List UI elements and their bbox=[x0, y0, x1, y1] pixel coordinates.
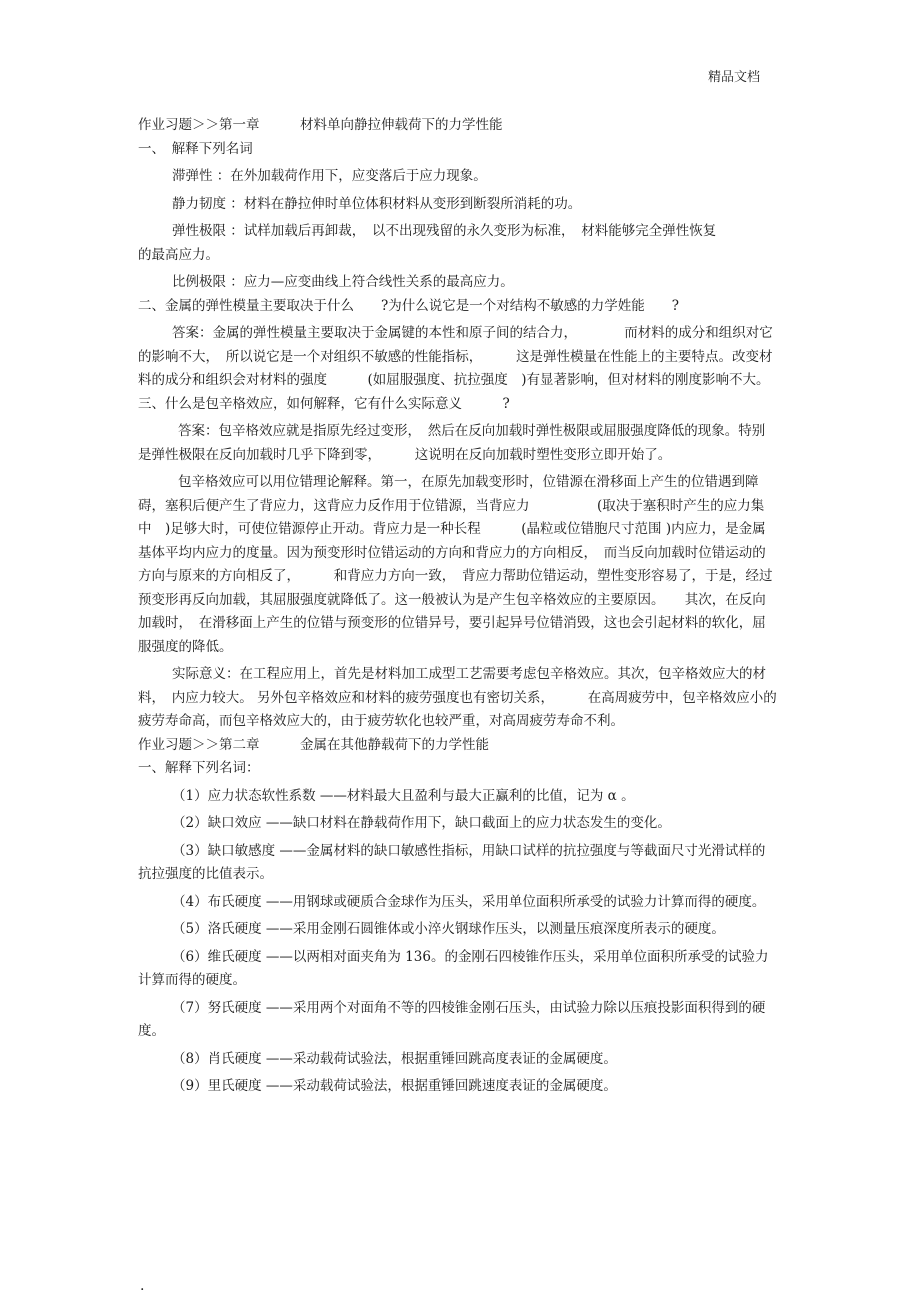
term-item: 滞弹性 ：在外加载荷作用下，应变落后于应力现象。 bbox=[172, 168, 487, 184]
definition-item: （9）里氏硬度 ——采动载荷试验法，根据重锤回跳速度表证的金属硬度。 bbox=[172, 1078, 617, 1094]
definition-item: （4）布氏硬度 ——用钢球或硬质合金球作为压头，采用单位面积所承受的试验力计算而得的硬度。 bbox=[172, 893, 766, 910]
question2-heading: 二、金属的弹性模量主要取决于什么 ?为什么说它是一个对结构不敏感的力学姓能 ? bbox=[138, 297, 679, 314]
question1-heading: 一、 解释下列名词 bbox=[138, 140, 253, 157]
definition-item: （2）缺口效应 ——缺口材料在静载荷作用下，缺口截面上的应力状态发生的变化。 bbox=[172, 815, 671, 831]
footer-mark: . bbox=[140, 1278, 145, 1294]
definition-item: （3）缺口敏感度 ——金属材料的缺口敏感性指标，用缺口试样的抗拉强度与等截面尺寸光滑试样的抗拉强度的比值表示。 bbox=[138, 842, 766, 882]
term-item: 静力韧度 ：材料在静拉伸时单位体积材料从变形到断裂所消耗的功。 bbox=[172, 195, 582, 212]
term-item: 弹性极限 ：试样加载后再卸裁， 以不出现残留的永久变形为标准， 材料能够完全弹性恢复 bbox=[172, 223, 717, 239]
question2-answer: 答案：金属的弹性模量主要取决于金属键的本性和原子间的结合力， 而材料的成分和组织对它的影响不大， 所以说它是一个对组织不敏感的性能指标， 这是弹性模量在性能上的主要特点。改变材料的成分和组织会对材料的强度 (如屈服强度、抗拉强度 )有显著影响，但对材料的刚度影响不大。 bbox=[138, 325, 773, 388]
chapter2-title: 作业习题＞＞第二章 金属在其他静载荷下的力学性能 bbox=[138, 736, 489, 753]
question3-answer-para2: 包辛格效应可以用位错理论解释。第一，在原先加载变形时，位错源在滑移面上产生的位错遇到障碍，塞积后便产生了背应力，这背应力反作用于位错源，当背应力 (取决于塞积时产生的应力集中 )足够大时，可使位错源停止开动。背应力是一种长程 (晶粒或位错胞尺寸范围 )内应力，是金属基体平均内应力的度量。因为预变形时位错运动的方向和背应力的方向相反， 而当反向加载时位错运动的方向与原来的方向相反了， 和背应力方向一致， 背应力帮助位错运动，塑性变形容易了，于是，经过预变形再反向加载，其屈服强度就降低了。这一般被认为是产生包辛格效应的主要原因。 其次，在反向加载时， 在滑移面上产生的位错与预变形的位错异号，要引起异号位错消毁，这也会引起材料的软化，屈服强度的降低。 bbox=[138, 474, 773, 655]
question3-answer-para3: 实际意义：在工程应用上，首先是材料加工成型工艺需要考虑包辛格效应。其次，包辛格效应大的材料， 内应力较大。 另外包辛格效应和材料的疲劳强度也有密切关系， 在高周疲劳中，包辛格效应小的疲劳寿命高，而包辛格效应大的，由于疲劳软化也较严重，对高周疲劳寿命不利。 bbox=[138, 666, 777, 729]
watermark-header: 精品文档 bbox=[708, 70, 761, 85]
question3-answer-para1: 答案：包辛格效应就是指原先经过变形， 然后在反向加载时弹性极限或屈服强度降低的现象。特别是弹性极限在反向加载时几乎下降到零， 这说明在反向加载时塑性变形立即开始了。 bbox=[138, 423, 766, 463]
term-item: 比例极限 ：应力—应变曲线上符合线性关系的最高应力。 bbox=[172, 274, 514, 290]
definition-item: （5）洛氏硬度 ——采用金刚石圆锥体或小淬火钢球作压头，以测量压痕深度所表示的硬度。 bbox=[172, 921, 725, 937]
term-item-continued: 的最高应力。 bbox=[138, 246, 219, 263]
definition-item: （8）肖氏硬度 ——采动载荷试验法，根据重锤回跳高度表证的金属硬度。 bbox=[172, 1050, 617, 1067]
definition-item: （7）努氏硬度 ——采用两个对面角不等的四棱锥金刚石压头，由试验力除以压痕投影面积得到的硬度。 bbox=[138, 999, 766, 1039]
question3-heading: 三、什么是包辛格效应，如何解释，它有什么实际意义 ? bbox=[138, 395, 510, 412]
chapter1-title: 作业习题＞＞第一章 材料单向静拉伸载荷下的力学性能 bbox=[138, 117, 503, 133]
definition-item: （1）应力状态软性系数 ——材料最大且盈利与最大正赢利的比值，记为 α 。 bbox=[172, 787, 635, 804]
chapter2-question1-heading: 一、解释下列名词： bbox=[138, 760, 260, 776]
document-body bbox=[138, 114, 778, 1099]
definition-item: （6）维氏硬度 ——以两相对面夹角为 136。的金刚石四棱锥作压头，采用单位面积所承受的试验力计算而得的硬度。 bbox=[138, 948, 769, 988]
